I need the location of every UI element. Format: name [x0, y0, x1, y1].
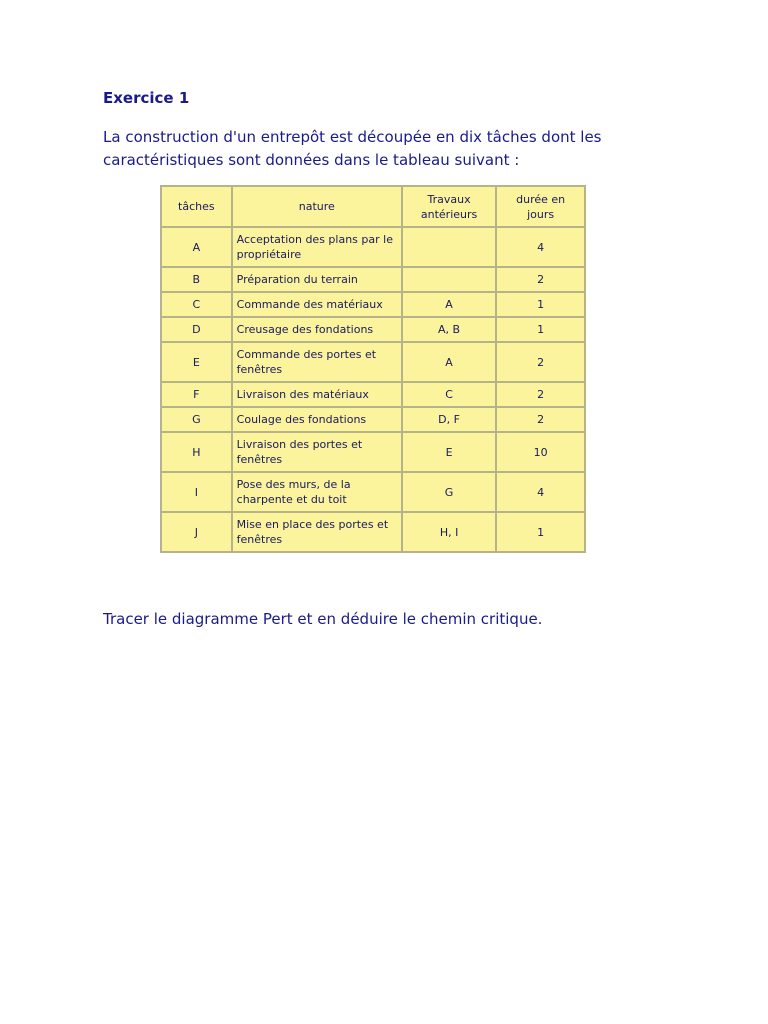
table-row	[161, 512, 585, 552]
duration-cell: 1	[496, 512, 585, 552]
previous-cell: E	[402, 432, 496, 472]
nature-cell: Acceptation des plans par le propriétaire	[232, 227, 402, 267]
table-row	[161, 267, 585, 292]
duration-cell: 2	[496, 342, 585, 382]
duration-cell: 2	[496, 267, 585, 292]
previous-cell: A	[402, 292, 496, 317]
table-row	[161, 317, 585, 342]
table-row	[161, 472, 585, 512]
table-row	[161, 227, 585, 267]
previous-cell: A, B	[402, 317, 496, 342]
exercise-title: Exercice 1	[103, 89, 190, 107]
previous-cell: D, F	[402, 407, 496, 432]
task-cell: G	[161, 407, 232, 432]
table-row	[161, 432, 585, 472]
task-cell: D	[161, 317, 232, 342]
intro-line-2: caractéristiques sont données dans le tableau suivant :	[103, 151, 520, 169]
table-row	[161, 382, 585, 407]
table-row	[161, 292, 585, 317]
previous-cell: C	[402, 382, 496, 407]
task-cell: C	[161, 292, 232, 317]
task-cell: E	[161, 342, 232, 382]
previous-cell	[402, 267, 496, 292]
header-nature: nature	[232, 186, 402, 227]
table-row	[161, 407, 585, 432]
duration-cell: 2	[496, 382, 585, 407]
header-duree: durée en jours	[496, 186, 585, 227]
duration-cell: 1	[496, 317, 585, 342]
task-cell: I	[161, 472, 232, 512]
duration-cell: 2	[496, 407, 585, 432]
nature-cell: Préparation du terrain	[232, 267, 402, 292]
intro-paragraph	[103, 126, 663, 172]
task-cell: J	[161, 512, 232, 552]
task-cell: B	[161, 267, 232, 292]
nature-cell: Mise en place des portes et fenêtres	[232, 512, 402, 552]
task-cell: F	[161, 382, 232, 407]
table-header-row	[161, 186, 585, 227]
previous-cell	[402, 227, 496, 267]
nature-cell: Coulage des fondations	[232, 407, 402, 432]
instruction-text: Tracer le diagramme Pert et en déduire le chemin critique.	[103, 610, 543, 628]
duration-cell: 1	[496, 292, 585, 317]
nature-cell: Commande des portes et fenêtres	[232, 342, 402, 382]
nature-cell: Pose des murs, de la charpente et du toit	[232, 472, 402, 512]
previous-cell: G	[402, 472, 496, 512]
duration-cell: 4	[496, 472, 585, 512]
previous-cell: A	[402, 342, 496, 382]
nature-cell: Commande des matériaux	[232, 292, 402, 317]
duration-cell: 10	[496, 432, 585, 472]
header-taches: tâches	[161, 186, 232, 227]
table-row	[161, 342, 585, 382]
duration-cell: 4	[496, 227, 585, 267]
nature-cell: Creusage des fondations	[232, 317, 402, 342]
nature-cell: Livraison des portes et fenêtres	[232, 432, 402, 472]
task-cell: H	[161, 432, 232, 472]
intro-line-1: La construction d'un entrepôt est découpée en dix tâches dont les	[103, 128, 602, 146]
task-cell: A	[161, 227, 232, 267]
nature-cell: Livraison des matériaux	[232, 382, 402, 407]
tasks-table	[160, 185, 586, 553]
previous-cell: H, I	[402, 512, 496, 552]
header-travaux-anterieurs: Travaux antérieurs	[402, 186, 496, 227]
